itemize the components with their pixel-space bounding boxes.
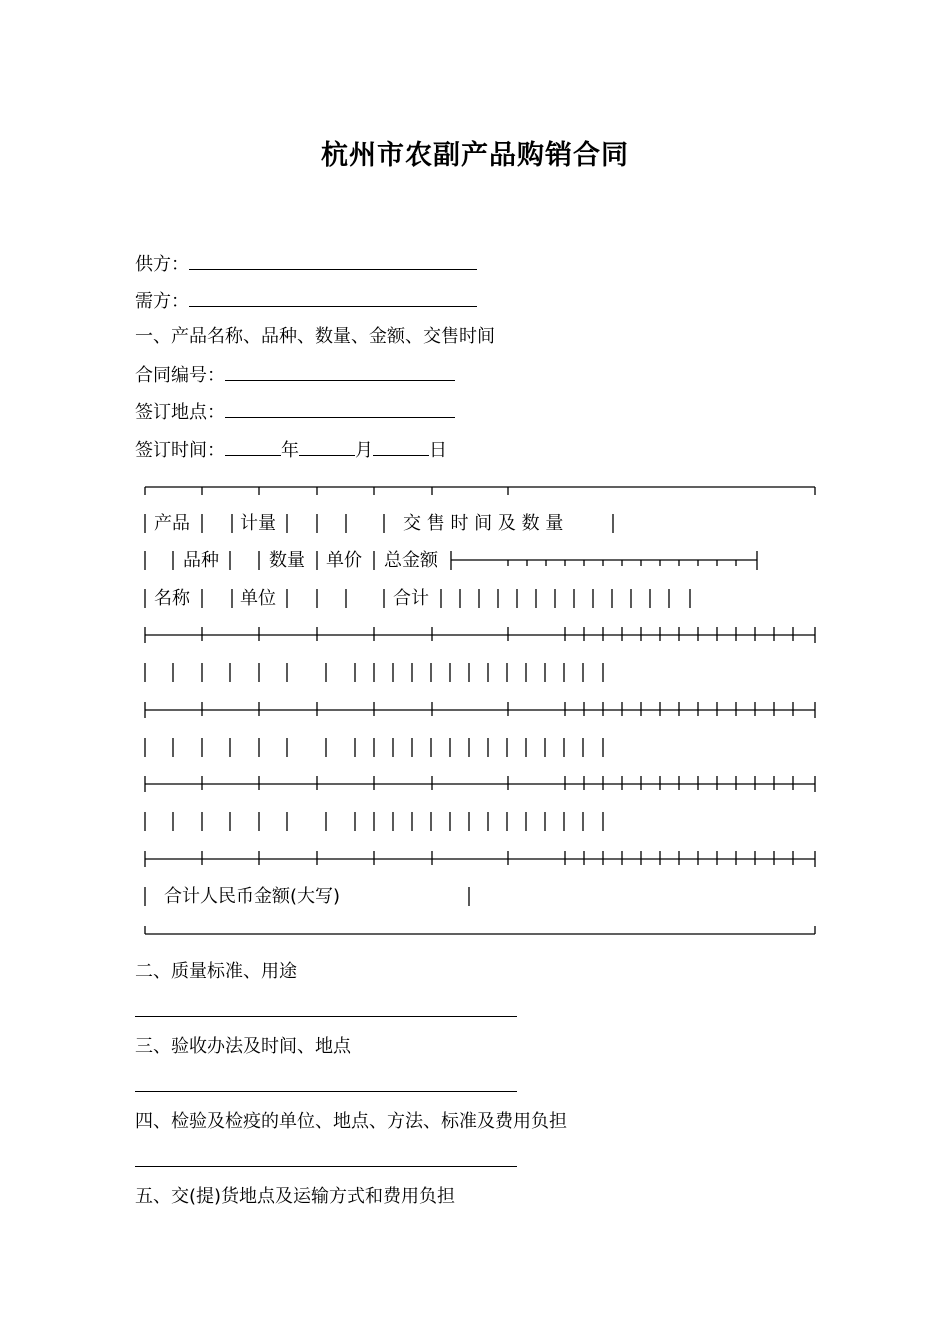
col-name: 名称 [154,588,190,609]
section-5-heading: 五、交(提)货地点及运输方式和费用负担 [135,1186,456,1207]
document-title: 杭州市农副产品购销合同 [321,140,629,171]
contract-no-label: 合同编号： [135,365,225,386]
section-1-heading: 一、产品名称、品种、数量、金额、交售时间 [135,326,495,347]
col-total-amount: 总金额 [384,550,438,571]
day-label: 日 [429,440,447,461]
section-4-heading: 四、检验及检疫的单位、地点、方法、标准及费用负担 [135,1111,567,1132]
col-subtotal: 合计 [393,588,429,609]
col-product: 产品 [154,513,190,534]
col-delivery: 交 售 时 间 及 数 量 [403,513,564,534]
sign-place-label: 签订地点： [135,402,225,423]
section-3-field[interactable] [135,1091,517,1092]
section-2-field[interactable] [135,1016,517,1017]
sign-time-label: 签订时间： [135,440,225,461]
section-4-field[interactable] [135,1166,517,1167]
section-3-heading: 三、验收办法及时间、地点 [135,1036,351,1057]
section-2-heading: 二、质量标准、用途 [135,961,297,982]
col-measure: 计量 [240,513,276,534]
col-quantity: 数量 [269,550,305,571]
supplier-label: 供方： [135,254,189,275]
year-label: 年 [281,440,299,461]
month-label: 月 [355,440,373,461]
col-unit: 单位 [240,588,276,609]
col-variety: 品种 [183,550,219,571]
buyer-label: 需方： [135,291,189,312]
rmb-total-label: 合计人民币金额(大写) [164,886,341,907]
col-unit-price: 单价 [326,550,362,571]
